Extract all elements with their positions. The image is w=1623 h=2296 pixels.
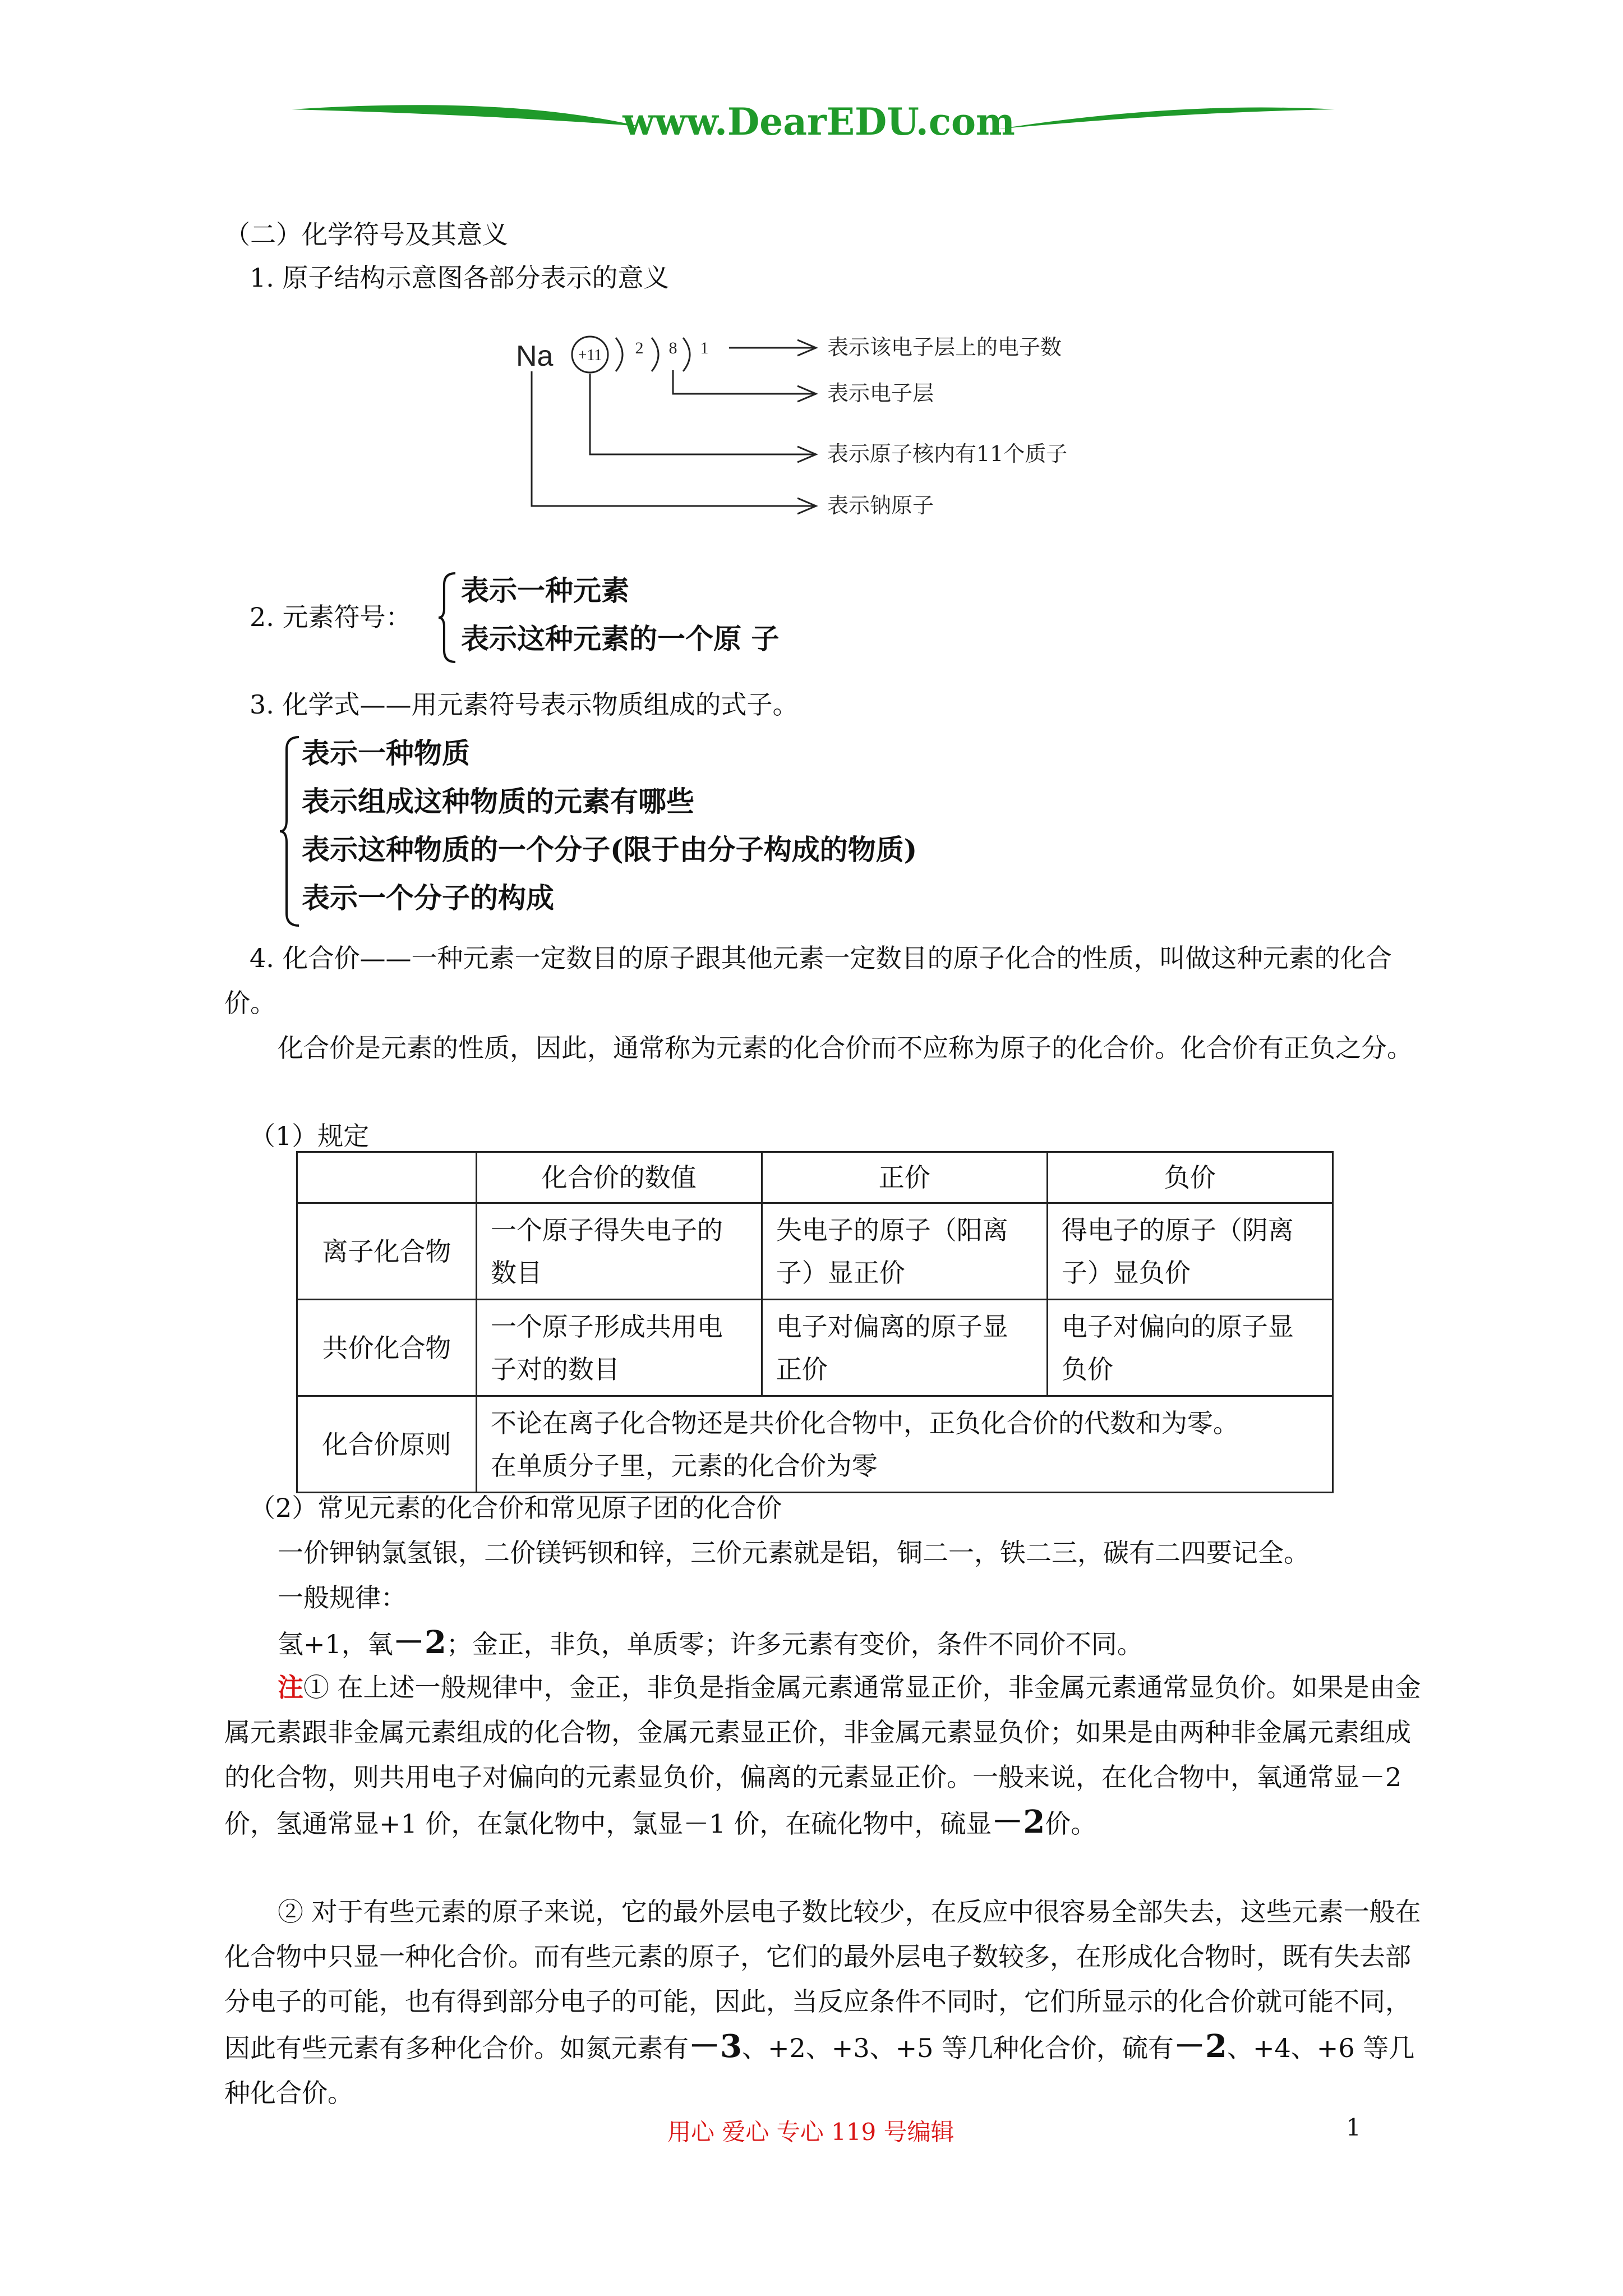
item2-points [461, 567, 779, 663]
note1-text: ① 在上述一般规律中，金正，非负是指金属元素通常显正价，非金属元素通常显负价。如果是由金属元素跟非金属元素组成的化合物，金属元素显正价，非金属元素显负价；如果是由两种非金属元素组成的化合物，则共用电子对偏向的元素显负价，偏离的元素显正价。一般来说，在化合物中，氧通常显－2 价，氢通常显+1 价，在氯化物中，氯显－1 价，在硫化物中，硫显 [224, 1672, 1421, 1839]
note2-text: ② 对于有些元素的原子来说，它的最外层电子数比较少，在反应中很容易全部失去，这些元素一般在化合物中只显一种化合价。而有些元素的原子，它们的最外层电子数较多，在形成化合物时，既有失去部分电子的可能，也有得到部分电子的可能，因此，当反应条件不同时，它们所显示的化合价就可能不同，因此有些元素有多种化合价。如氮元素有 [224, 1897, 1421, 2063]
note2-nitrogen-valence: －3 [689, 2028, 742, 2065]
note2-text: 、+2、+3、+5 等几种化合价，硫有 [741, 2033, 1174, 2063]
label-atom: 表示钠原子 [827, 493, 934, 518]
label-nucleus: 表示原子核内有11个质子 [827, 441, 1068, 466]
table-row-principle [297, 1396, 1333, 1493]
row-label: 共价化合物 [297, 1300, 477, 1396]
table-header-row [297, 1152, 1333, 1203]
arrow-nucleus [590, 374, 816, 462]
table-cell: 一个原子得失电子的数目 [476, 1203, 762, 1300]
note2-sulfur-valence: －2 [1174, 2028, 1227, 2065]
site-name: www.DearEDU.com [623, 100, 1015, 144]
table-header-cell: 正价 [762, 1152, 1047, 1203]
item3-point: 表示组成这种物质的元素有哪些 [302, 785, 694, 818]
note2-text-end: 、+4、+6 等几种化合价。 [224, 2033, 1415, 2108]
item4-definition: 4. 化合价——一种元素一定数目的原子跟其他元素一定数目的原子化合的性质，叫做这种元素的化合价。 [224, 943, 1392, 1018]
label-electron-count: 表示该电子层上的电子数 [827, 335, 1062, 360]
footer-text: 用心 爱心 专心 119 号编辑 [667, 2118, 955, 2146]
item3-point: 表示一个分子的构成 [302, 881, 554, 914]
table-cell: 得电子的原子（阴离子）显负价 [1047, 1203, 1332, 1300]
header-swoosh-right [998, 108, 1335, 129]
note1-sulfur-valence: －2 [992, 1803, 1045, 1841]
shell-count-2: 8 [668, 339, 677, 357]
subsection-common-valences: （2）常见元素的化合价和常见原子团的化合价 [250, 1493, 782, 1523]
table-cell: 电子对偏离的原子显正价 [762, 1300, 1047, 1396]
item3-point: 表示一种物质 [302, 737, 470, 770]
rule-part: ；金正，非负，单质零；许多元素有变价，条件不同价不同。 [446, 1629, 1143, 1659]
table-header-cell: 化合价的数值 [476, 1152, 762, 1203]
table-cell: 失电子的原子（阳离子）显正价 [762, 1203, 1047, 1300]
note-mark: 注 [278, 1672, 303, 1703]
rule-part: 氢+1，氧 [278, 1629, 393, 1659]
table-cell: 一个原子形成共用电子对的数目 [476, 1300, 762, 1396]
note-1 [224, 1665, 1424, 1846]
table-row [297, 1203, 1333, 1300]
header-banner [280, 84, 1346, 157]
table-header-cell: 负价 [1047, 1152, 1332, 1203]
header-swoosh-left [292, 105, 639, 126]
principle-cell [476, 1396, 1332, 1493]
general-rule [278, 1620, 1143, 1667]
principle-line: 在单质分子里，元素的化合价为零 [490, 1450, 878, 1481]
valence-table [296, 1151, 1334, 1493]
item3-heading: 3. 化学式——用元素符号表示物质组成的式子。 [250, 689, 799, 720]
brace-item2 [436, 571, 459, 664]
item2-heading: 2. 元素符号： [250, 602, 412, 632]
item3-points [302, 729, 917, 922]
arrow-shell [673, 370, 816, 402]
page-number: 1 [1346, 2114, 1361, 2141]
table-cell: 电子对偏向的原子显负价 [1047, 1300, 1332, 1396]
item3-point: 表示这种物质的一个分子(限于由分子构成的物质) [302, 833, 917, 866]
table-row [297, 1300, 1333, 1396]
shell-count-3: 1 [700, 339, 709, 357]
element-symbol-na: Na [516, 340, 554, 372]
shell-arc-2 [652, 338, 658, 371]
rule-oxygen-valence: －2 [393, 1624, 446, 1661]
label-shell: 表示电子层 [827, 381, 934, 406]
arrow-electron-count [729, 340, 816, 356]
section-title: （二）化学符号及其意义 [224, 219, 508, 250]
row-label: 离子化合物 [297, 1203, 477, 1300]
item4-note: 化合价是元素的性质，因此，通常称为元素的化合价而不应称为原子的化合价。化合价有正负之分。 [278, 1033, 1413, 1063]
atom-structure-diagram [505, 325, 1178, 527]
shell-arc-3 [683, 338, 690, 371]
shell-arc-1 [616, 338, 623, 371]
note1-text-end: 价。 [1045, 1809, 1097, 1839]
brace-item3 [278, 735, 302, 928]
principle-line: 不论在离子化合物还是共价化合物中，正负化合价的代数和为零。 [490, 1407, 1239, 1438]
note-2 [224, 1889, 1424, 2115]
item2-point: 表示这种元素的一个原 子 [461, 622, 780, 655]
table-header-cell [297, 1152, 477, 1203]
item1-heading: 1. 原子结构示意图各部分表示的意义 [250, 263, 670, 293]
nucleus-charge: +11 [578, 347, 602, 364]
shell-count-1: 2 [635, 339, 644, 357]
rule-title: 一般规律： [278, 1582, 407, 1613]
row-label: 化合价原则 [297, 1396, 477, 1493]
subsection-rules: （1）规定 [250, 1121, 370, 1151]
valence-rhyme: 一价钾钠氯氢银，二价镁钙钡和锌，三价元素就是铝，铜二一，铁二三，碳有二四要记全。 [278, 1538, 1310, 1568]
item2-point: 表示一种元素 [461, 574, 629, 607]
